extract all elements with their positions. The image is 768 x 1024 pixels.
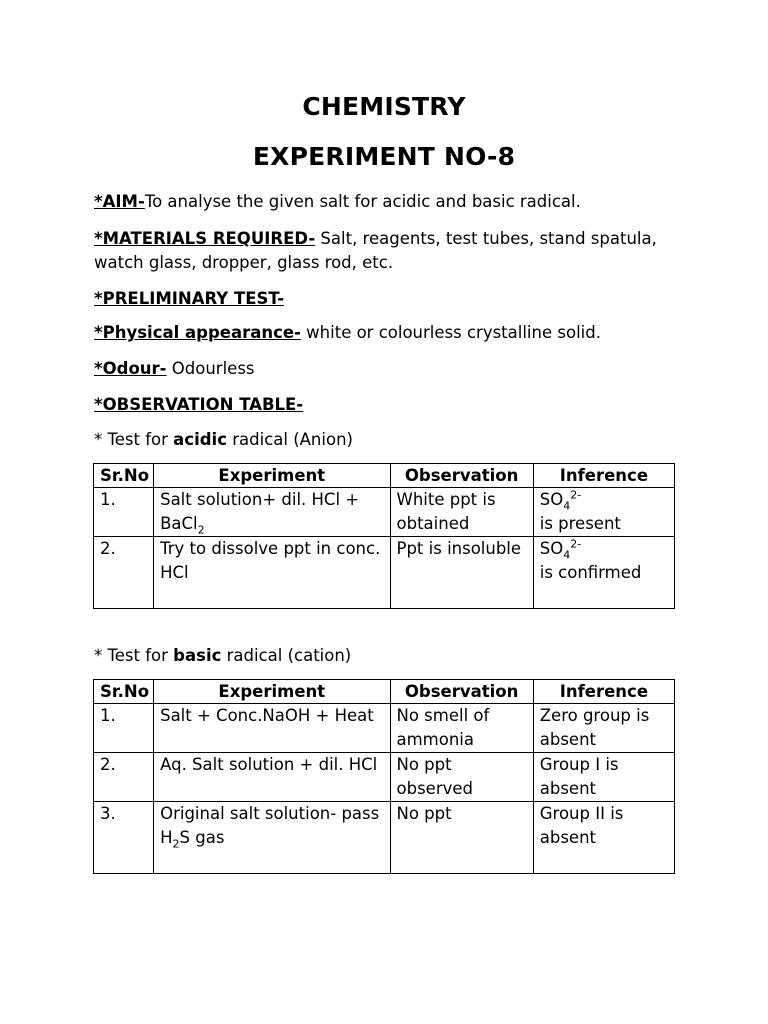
cell-srno: 1. xyxy=(94,704,154,753)
experiment-line-1: Aq. Salt solution + dil. HCl xyxy=(160,755,378,774)
table-row xyxy=(94,753,675,802)
basic-intro-post: radical (cation) xyxy=(221,646,352,665)
header-srno: Sr.No xyxy=(94,464,154,488)
materials-line xyxy=(94,229,657,248)
cell-experiment xyxy=(154,488,390,537)
subscript: 2 xyxy=(197,523,205,537)
experiment-line-2: HCl xyxy=(160,563,189,582)
subscript: 4 xyxy=(563,548,571,562)
preliminary-heading xyxy=(94,289,284,308)
formula-prefix: H xyxy=(160,828,173,847)
experiment-line-1: Original salt solution- pass xyxy=(160,804,380,823)
acidic-intro-post: radical (Anion) xyxy=(227,430,353,449)
cell-inference xyxy=(533,488,674,537)
experiment-line-1: Salt + Conc.NaOH + Heat xyxy=(160,706,374,725)
inference-line-1: Zero group is xyxy=(539,706,650,725)
cell-experiment xyxy=(154,537,390,609)
page-title: CHEMISTRY xyxy=(302,92,466,121)
observation-line-1: No smell of xyxy=(396,706,490,725)
experiment-line-1: Try to dissolve ppt in conc. xyxy=(160,539,381,558)
experiment-line-1: Salt solution+ dil. HCl + xyxy=(160,490,360,509)
cell-srno: 2. xyxy=(94,537,154,609)
observation-line-2: observed xyxy=(396,779,473,798)
inference-line-2: absent xyxy=(539,828,596,847)
cell-observation xyxy=(390,488,533,537)
observation-line-2: ammonia xyxy=(396,730,475,749)
header-observation: Observation xyxy=(390,464,533,488)
cell-experiment xyxy=(154,802,390,874)
inference-line-2: is confirmed xyxy=(539,563,642,582)
cell-observation xyxy=(390,704,533,753)
inference-line-1: Group II is xyxy=(539,804,624,823)
table-row xyxy=(94,802,675,874)
cell-observation xyxy=(390,753,533,802)
preliminary-label: *PRELIMINARY TEST- xyxy=(94,289,285,308)
inference-formula: SO xyxy=(539,490,564,509)
inference-line-2: absent xyxy=(539,730,596,749)
table-row xyxy=(94,704,675,753)
header-experiment: Experiment xyxy=(154,680,390,704)
header-inference: Inference xyxy=(533,680,674,704)
materials-line-2: watch glass, dropper, glass rod, etc. xyxy=(94,253,394,272)
observation-heading xyxy=(94,395,303,414)
superscript: 2- xyxy=(570,488,582,502)
acidic-intro-bold: acidic xyxy=(173,430,227,449)
subscript: 4 xyxy=(563,499,571,513)
physical-text: white or colourless crystalline solid. xyxy=(300,323,601,342)
cell-srno: 1. xyxy=(94,488,154,537)
basic-intro-pre: * Test for xyxy=(94,646,174,665)
observation-line-1: White ppt is xyxy=(396,490,496,509)
observation-label: *OBSERVATION TABLE- xyxy=(94,395,304,414)
odour-line xyxy=(94,359,255,378)
table-header-row xyxy=(94,464,675,488)
odour-text: Odourless xyxy=(166,359,255,378)
odour-label: *Odour- xyxy=(94,359,167,378)
inference-formula: SO xyxy=(539,539,564,558)
superscript: 2- xyxy=(570,537,582,551)
header-inference: Inference xyxy=(533,464,674,488)
header-observation: Observation xyxy=(390,680,533,704)
acidic-radical-table xyxy=(93,463,675,609)
acidic-intro-pre: * Test for xyxy=(94,430,174,449)
table-row xyxy=(94,488,675,537)
cell-observation xyxy=(390,802,533,874)
physical-label: *Physical appearance- xyxy=(94,323,301,342)
cell-srno: 3. xyxy=(94,802,154,874)
acidic-intro xyxy=(94,430,353,449)
aim-line xyxy=(94,192,581,211)
page-subtitle: EXPERIMENT NO-8 xyxy=(252,142,516,171)
cell-experiment xyxy=(154,704,390,753)
cell-inference xyxy=(533,537,674,609)
observation-line-1: No ppt xyxy=(396,804,452,823)
subscript: 2 xyxy=(172,837,180,851)
observation-line-1: No ppt xyxy=(396,755,452,774)
basic-intro-bold: basic xyxy=(173,646,222,665)
experiment-line-2: S gas xyxy=(179,828,225,847)
cell-experiment xyxy=(154,753,390,802)
physical-line xyxy=(94,323,601,342)
cell-observation xyxy=(390,537,533,609)
materials-label: *MATERIALS REQUIRED- xyxy=(94,229,316,248)
aim-text: To analyse the given salt for acidic and basic radical. xyxy=(144,192,581,211)
observation-line-1: Ppt is insoluble xyxy=(396,539,522,558)
header-srno: Sr.No xyxy=(94,680,154,704)
observation-line-2: obtained xyxy=(396,514,470,533)
inference-line-2: absent xyxy=(539,779,596,798)
basic-radical-table xyxy=(93,679,675,874)
experiment-line-2: BaCl xyxy=(160,514,198,533)
cell-srno: 2. xyxy=(94,753,154,802)
basic-intro xyxy=(94,646,351,665)
table-header-row xyxy=(94,680,675,704)
cell-inference xyxy=(533,704,674,753)
table-row xyxy=(94,537,675,609)
inference-line-1: Group I is xyxy=(539,755,619,774)
header-experiment: Experiment xyxy=(154,464,390,488)
materials-text: Salt, reagents, test tubes, stand spatula, xyxy=(315,229,657,248)
cell-inference xyxy=(533,802,674,874)
aim-label: *AIM- xyxy=(94,192,145,211)
inference-line-2: is present xyxy=(539,514,621,533)
cell-inference xyxy=(533,753,674,802)
